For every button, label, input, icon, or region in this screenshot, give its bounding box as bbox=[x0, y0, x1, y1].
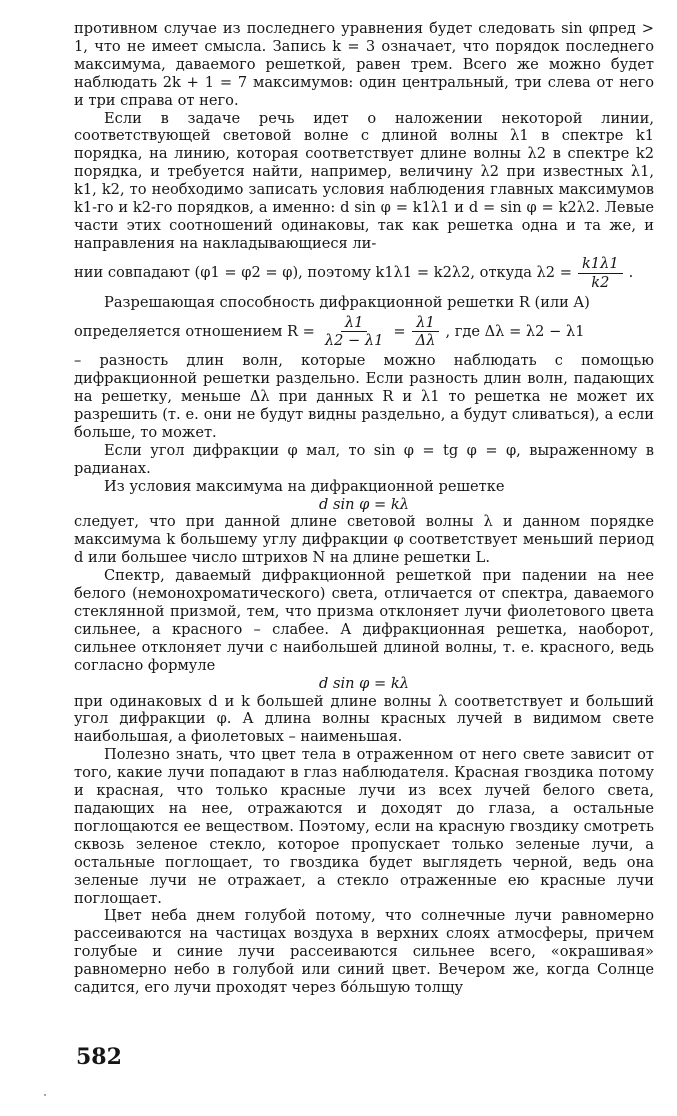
page-number: 582 bbox=[76, 1044, 122, 1070]
paragraph-4: – разность длин волн, которые можно наблюдать с помощью дифракционной решетки раздельно. Если разность длин волн, падающих на решетку, меньше Δλ при данных R и λ1 то решетка не может их разрешить (т. е. они не будут видны раздельно, а будут сливаться), а если больше, то может. bbox=[74, 352, 654, 441]
paragraph-11: Цвет неба днем голубой потому, что солнечные лучи равномерно рассеиваются на частицах воздуха в верхних слоях атмосферы, причем голубые и синие лучи рассеиваются сильнее всего, «окрашивая» равномерно небо в голубой или синий цвет. Вечером же, когда Солнце садится, его лучи проходят через бóльшую толщу bbox=[74, 907, 654, 997]
paragraph-7: следует, что при данной длине световой волны λ и данном порядке максимума k большему углу дифракции φ соответствует меньший период d или большее число штрихов N на длине решетки L. bbox=[74, 513, 654, 567]
resolving-fraction-1 bbox=[321, 314, 388, 351]
paragraph-1: противном случае из последнего уравнения будет следовать sin φпред > 1, что не имеет смысла. Запись k = 3 означает, что порядок последнего максимума, даваемого решеткой, равен трем. Всего же можно будет наблюдать 2k + 1 = 7 максимумов: один центральный, три слева от него и три справа от него. bbox=[74, 20, 654, 109]
paragraph-2: Если в задаче речь идет о наложении некоторой линии, соответствующей световой волне с длиной волны λ1 в спектре k1 порядка, на линию, которая соответствует длине волны λ2 в спектре k2 порядка, и требуется найти, например, величину λ2 при известных λ1, k1, k2, то необходимо записать условия наблюдения главных максимумов k1-го и k2-го порядков, а именно: d sin φ = k1λ1 и d = sin φ = k2λ2. Левые части этих соотношений одинаковы, так как решетка одна и та же, и направления на накладывающиеся ли- bbox=[74, 109, 654, 252]
resolving-frac1-num: λ1 bbox=[341, 314, 368, 333]
resolving-formula-line bbox=[74, 314, 654, 351]
lambda2-end: . bbox=[628, 264, 634, 282]
formula-2: d sin φ = kλ bbox=[319, 674, 409, 692]
resolving-text: определяется отношением R = bbox=[74, 322, 315, 340]
resolving-after: , где Δλ = λ2 − λ1 bbox=[445, 322, 585, 340]
paragraph-5: Если угол дифракции φ мал, то sin φ = tg φ = φ, выраженному в радианах. bbox=[74, 441, 654, 477]
lambda2-denominator: k2 bbox=[591, 273, 610, 291]
paragraph-6: Из условия максимума на дифракционной решетке bbox=[104, 477, 505, 495]
paragraph-9: при одинаковых d и k большей длине волны λ соответствует и больший угол дифракции φ. А длина волны красных лучей в видимом свете наибольшая, а фиолетовых – наименьшая. bbox=[74, 692, 654, 746]
resolving-frac2-num: λ1 bbox=[412, 314, 439, 333]
resolving-frac2-den: Δλ bbox=[415, 332, 436, 350]
paragraph-10: Полезно знать, что цвет тела в отраженном от него свете зависит от того, какие лучи попадают в глаз наблюдателя. Красная гвоздика потому и красная, что только красные лучи из всех лучей белого света, падающих на нее, отражаются и доходят до глаза, а остальные поглощаются ее веществом. Поэтому, если на красную гвоздику смотреть сквозь зеленое стекло, которое пропускает только зеленые лучи, а остальные поглощает, то гвоздика будет выглядеть черной, ведь она зеленые лучи не отражает, а стекло отраженные ею красные лучи поглощает. bbox=[74, 746, 654, 907]
paragraph-resolving: Разрешающая способность дифракционной решетки R (или A) bbox=[104, 293, 590, 311]
resolving-frac1-den: λ2 − λ1 bbox=[324, 332, 384, 350]
paragraph-8: Спектр, даваемый дифракционной решеткой при падении на нее белого (немонохроматического) света, отличается от спектра, даваемого стеклянной призмой, тем, что призма отклоняет лучи фиолетового цвета сильнее, а красного – слабее. А дифракционная решетка, наоборот, сильнее отклоняет лучи с наибольшей длиной волны, т. е. красного, ведь согласно формуле bbox=[74, 567, 654, 674]
equals-sign: = bbox=[393, 322, 406, 340]
page-body bbox=[74, 20, 654, 997]
lambda2-line bbox=[74, 255, 654, 292]
lambda2-numerator: k1λ1 bbox=[578, 255, 623, 274]
lambda2-text: нии совпадают (φ1 = φ2 = φ), поэтому k1λ1 = k2λ2, откуда λ2 = bbox=[74, 264, 572, 282]
lambda2-fraction bbox=[578, 255, 623, 292]
resolving-fraction-2 bbox=[412, 314, 440, 351]
scan-speck bbox=[44, 1094, 46, 1096]
formula-1: d sin φ = kλ bbox=[319, 495, 409, 513]
